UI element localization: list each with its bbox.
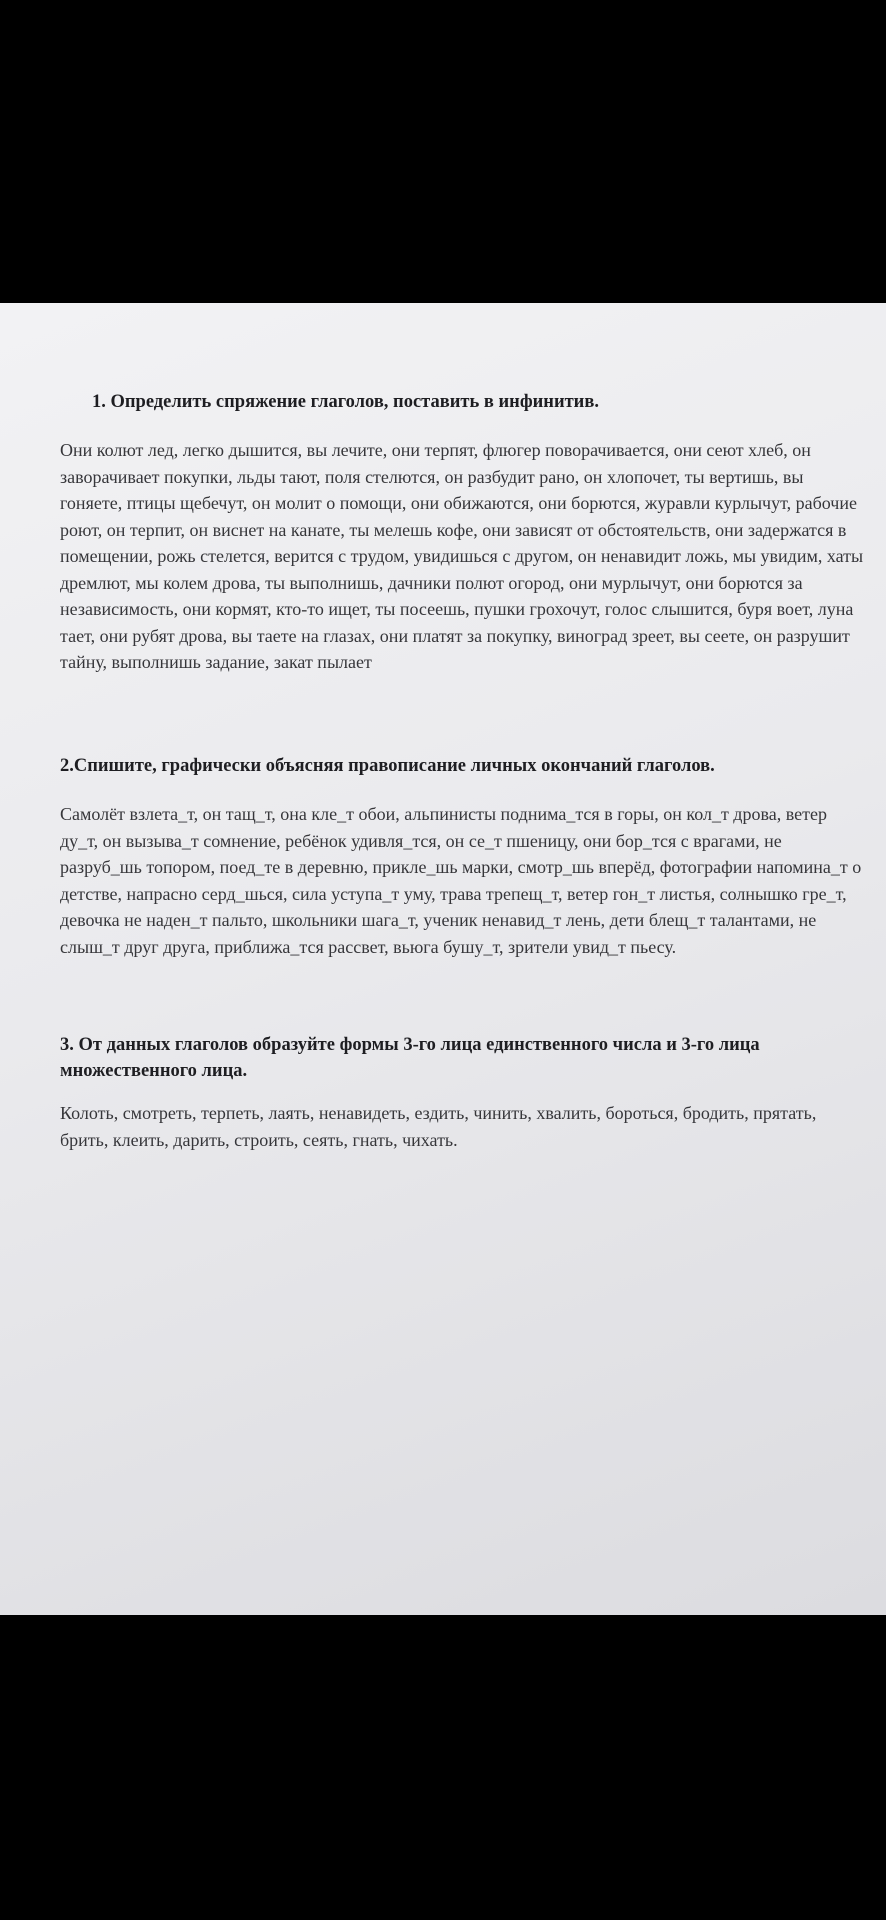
- task-2-heading: 2.Спишите, графически объясняя правописание личных окончаний глаголов.: [60, 756, 715, 776]
- bottom-dark-band: [0, 1615, 886, 1920]
- top-dark-band: [0, 0, 886, 303]
- task-1-text: Они колют лед, легко дышится, вы лечите, они терпят, флюгер поворачивается, они сеют хлеб, он заворачивает покупки, льды тают, поля стелются, он разбудит рано, он хлопочет, ты вертишь, вы гоняете, птицы щебечут, он молит о помощи, они обижаются, они борются, журавли курлычут, рабочие роют, он терпит, он виснет на канате, ты мелешь кофе, они зависят от обстоятельств, они задержатся в помещении, рожь стелется, верится с трудом, увидишься с другом, он ненавидит ложь, мы увидим, хаты дремлют, мы колем дрова, ты выполнишь, дачники полют огород, они мурлычут, они борются за независимость, они кормят, кто-то ищет, ты посеешь, пушки грохочут, голос слышится, буря воет, луна тает, они рубят дрова, вы таете на глазах, они платят за покупку, виноград зреет, вы сеете, он разрушит тайну, выполнишь задание, закат пылает: [60, 440, 864, 672]
- task-1: [60, 389, 864, 676]
- task-3-heading: 3. От данных глаголов образуйте формы 3-го лица единственного числа и 3-го лица множественного лица.: [60, 1035, 760, 1081]
- task-3: [60, 1032, 864, 1153]
- worksheet-page: [0, 303, 886, 1615]
- task-2-text: Самолёт взлета_т, он тащ_т, она кле_т обои, альпинисты поднима_тся в горы, он кол_т дрова, ветер ду_т, он вызыва_т сомнение, ребёнок удивля_тся, он се_т пшеницу, они бор_тся с врагами, не разруб_шь топором, поед_те в деревню, прикле_шь марки, смотр_шь вперёд, фотографии напомина_т о детстве, напрасно серд_шься, сила уступа_т уму, трава трепещ_т, ветер гон_т листья, солнышко гре_т, девочка не наден_т пальто, школьники шага_т, ученик ненавид_т лень, дети блещ_т талантами, не слыш_т друг друга, приближа_тся рассвет, вьюга бушу_т, зрители увид_т пьесу.: [60, 804, 862, 957]
- task-3-text: Колоть, смотреть, терпеть, лаять, ненавидеть, ездить, чинить, хвалить, бороться, бродить, прятать, брить, клеить, дарить, строить, сеять, гнать, чихать.: [60, 1103, 817, 1150]
- task-1-heading: 1. Определить спряжение глаголов, поставить в инфинитив.: [92, 392, 599, 412]
- task-2: [60, 753, 864, 960]
